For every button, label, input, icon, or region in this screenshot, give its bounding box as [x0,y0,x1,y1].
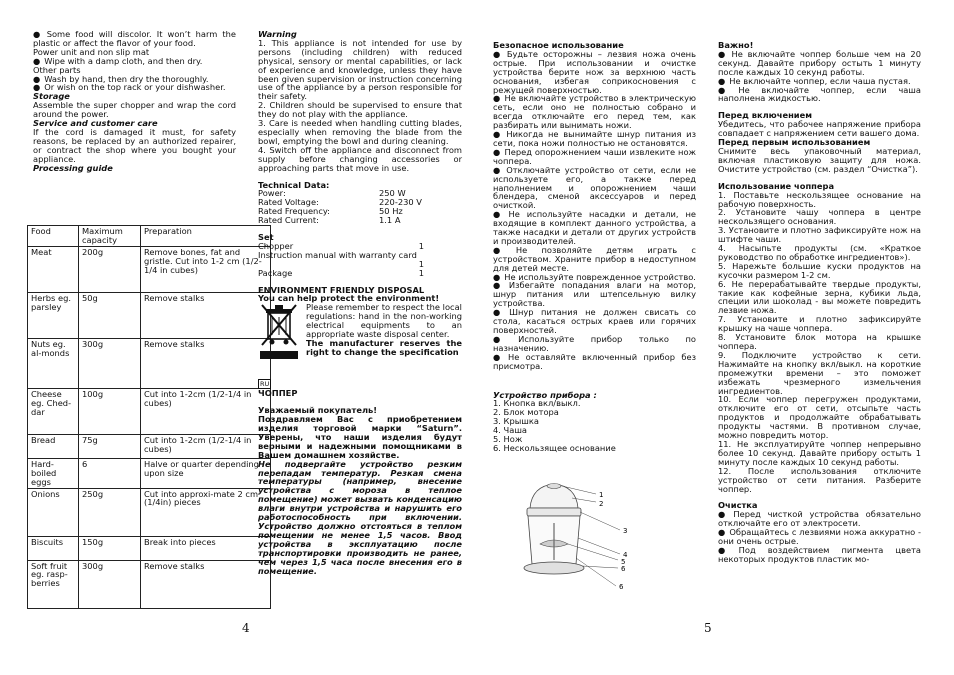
table-cell: Nuts eg. al-monds [28,338,79,388]
table-row [28,338,271,388]
item-text: 3. Care is needed when handling cutting blades, especially when removing the blade from the bowl, emptying the bowl and during cleaning. [258,118,462,146]
item-text: 11. Не эксплуатируйте чоппер непрерывно более 10 секунд. Давайте прибору остыть 1 минуту после каждых 10 секунд работы. [718,438,921,467]
item-text: Or wish on the top rack or your dishwasher. [44,82,226,93]
important-title: Важно! [718,40,754,50]
processing-guide-table [27,225,271,609]
table-cell: Soft fruit eg. rasp-berries [28,560,79,608]
list-item [718,226,921,244]
device-title: Устройство прибора : [493,389,597,400]
list-item [718,244,921,262]
table-cell: 300g [79,338,141,388]
env-subtitle: You can help protect the environment! [258,293,440,304]
item-text: 2. Установите чашу чоппера в центре нескользящего основания. [718,207,921,227]
service-title: Service and customer care [33,118,158,129]
figure-label: 1 [599,491,604,499]
important-list [718,50,921,103]
tech-label: Rated Voltage: [258,197,319,208]
ru-warning: Не подвергайте устройство резким перепадам температур. Резкая смена температуры (например, внесение устройства с мороза в теплое помещение) может вызвать конденсацию влаги внутри устройства и нарушить его работоспособность при включении. Устройство должно отстояться в теплом помещении не менее 1,5 часов. Ввод устройства в эксплуатацию после транспортировки производить не ранее, чем через 1,5 часа после внесения его в помещение. [258,458,462,576]
bullet-item [493,94,696,130]
clean-list [718,510,921,563]
clean-title: Очистка [718,500,758,511]
set-item-qty: 1 [418,240,424,251]
set-row [258,269,424,278]
table-cell: Cut into 1-2cm (1/2-1/4 in cubes) [141,388,271,434]
table-cell: 100g [79,388,141,434]
table-header-food: Food [28,226,79,247]
env-text: Please remember to respect the local regulations: hand in the non-working electrical equipments to an appropriate waste disposal center. [306,302,462,340]
list-item [718,315,921,333]
list-item [258,119,462,146]
base-shape [524,562,584,574]
bullet-item [493,353,696,371]
ru-title: ЧОППЕР [258,388,298,399]
warning-title: Warning [258,29,297,39]
item-text: Не включайте чоппер, если чаша наполнена жидкостью. [718,84,921,104]
table-cell: Onions [28,488,79,536]
list-item [718,351,921,396]
tech-value: 250 W [379,188,406,199]
bullet-icon: ● [718,48,728,59]
tech-value: 50 Hz [379,206,403,217]
storage-title: Storage [33,91,70,102]
bullet-item [493,148,696,166]
bullet-icon: ● [718,84,735,95]
page-number-right: 5 [704,621,712,635]
table-cell: Remove bones, fat and gristle. Cut into 1-2 cm (1/2-1/4 in cubes) [141,246,271,292]
set-row [258,251,462,260]
item-text: 4. Switch off the appliance and disconnect from supply before changing accessories or approaching parts that move in use. [258,144,462,173]
table-row [28,246,271,292]
table-row [28,434,271,458]
item-text: 2. Блок мотора [493,407,559,418]
table-cell: 50g [79,292,141,338]
table-cell: Remove stalks [141,292,271,338]
lid-shape [527,508,581,516]
bullet-icon: ● [718,509,730,520]
tech-label: Power: [258,188,286,199]
set-item-name: Package [258,267,293,278]
bullet-item [718,86,921,104]
item-text: Wash by hand, then dry the thoroughly. [44,73,209,84]
list-item [258,146,462,173]
table-cell: 250g [79,488,141,536]
item-text: Используйте прибор только по назначению. [493,333,696,353]
bullet-icon: ● [493,164,503,175]
power-button-shape [547,484,561,489]
list-item [718,280,921,316]
before-text: Убедитесь, что рабочее напряжение прибора совпадает с напряжением сети вашего дома. [718,119,921,139]
table-cell: Cut into approxi-mate 2 cm (1/4in) pieces [141,488,271,536]
list-item [718,333,921,351]
figure-label: 6 [619,583,624,591]
table-cell: 6 [79,458,141,488]
item-text: Избегайте попадания влаги на мотор, шнур питания или штепсельную вилку устройства. [493,280,696,309]
list-item [718,191,921,209]
bullet-icon: ● [33,82,41,93]
bullet-icon: ● [718,544,735,555]
table-cell: Break into pieces [141,536,271,560]
ru-greeting: Уважаемый покупатель! [258,405,378,416]
item-text: Никогда не вынимайте шнур питания из сети, пока ножи полностью не остановятся. [493,129,696,148]
bullet-icon: ● [718,75,726,86]
table-cell: Cheese eg. Ched-dar [28,388,79,434]
service-text: If the cord is damaged it must, for safety reasons, be replaced by an authorized repairer, or contract the shop where you bought your appliance. [33,126,236,164]
col1-intro-lines [33,30,236,92]
bullet-icon: ● [33,55,41,66]
table-header-row [28,226,271,247]
reserve-text: The manufacturer reserves the right to change the specification [306,338,462,357]
warning-list [258,39,462,173]
table-row [28,292,271,338]
bullet-icon: ● [493,271,501,282]
bullet-item [718,528,921,546]
bullet-item [493,335,696,353]
table-cell: Bread [28,434,79,458]
bullet-item [493,130,696,148]
column-4 [718,41,921,564]
table-cell: Cut into 1-2cm (1/2-1/4 in cubes) [141,434,271,458]
usage-list [718,191,921,494]
table-cell: Meat [28,246,79,292]
bullet-icon: ● [493,93,501,104]
figure-label: 5 [621,558,626,566]
set-title: Set [258,232,274,243]
table-row [28,488,271,536]
figure-label: 6 [621,565,626,573]
item-text: 4. Насыпьте продукты (см. «Краткое руководство по обработке ингредиентов»). [718,243,921,262]
item-text: 9. Подключите устройство к сети. Нажимайте на кнопку вкл/выкл. на короткие промежутки времени – это поможет избежать чрезмерного измельчения ингредиентов. [718,349,921,396]
table-cell: Remove stalks [141,338,271,388]
processing-guide-title: Processing guide [33,162,113,173]
item-text: Обращайтесь с лезвиями ножа аккуратно - они очень острые. [718,527,921,547]
table-cell: Remove stalks [141,560,271,608]
item-text: 2. Children should be supervised to ensure that they do not play with the appliance. [258,100,462,120]
item-text: 10. Если чоппер перегружен продуктами, отключите его от сети, отсыпьте часть продуктов и продолжайте обрабатывать продукты частями. В противном случае, можно повредить мотор. [718,394,921,441]
table-cell: Halve or quarter depending upon size [141,458,271,488]
item-text: Не включайте устройство в электрическую сеть, если оно не полностью собрано и всегда отключайте его перед тем, как разбирать или вынимать ножи. [493,93,696,131]
list-item [493,426,696,435]
item-text: Power unit and non slip mat [33,46,150,57]
bullet-icon: ● [33,73,41,84]
item-text: 5. Нож [493,434,523,445]
language-badge: RU [260,380,270,389]
bullet-item [718,50,921,77]
item-text: Some food will discolor. It won’t harm the plastic or affect the flavor of your food. [33,29,236,48]
column-1 [33,30,236,173]
item-text: 6. Нескользящее основание [493,442,616,453]
recycle-bin-icon [258,303,306,363]
page-number-left: 4 [242,621,250,635]
set-list [258,242,462,278]
usage-title: Использование чоппера [718,180,835,191]
set-item-qty: 1 [418,258,424,269]
table-cell: 75g [79,434,141,458]
bullet-item [718,510,921,528]
table-header-preparation: Preparation [141,226,271,247]
item-text: 4. Чаша [493,425,528,436]
bullet-icon: ● [493,333,515,344]
safety-title: Безопасное использование [493,40,624,50]
bullet-icon: ● [718,527,726,538]
item-text: 5. Нарежьте большие куски продуктов на кусочки размером 1-2 см. [718,260,921,280]
table-cell: Herbs eg. parsley [28,292,79,338]
item-text: Не включайте чоппер, если чаша пустая. [729,75,911,86]
bullet-item [493,281,696,308]
table-row [28,536,271,560]
item-text: Перед опорожнением чаши извлеките нож чоппера. [493,146,696,166]
column-3 [493,41,696,453]
item-text: Не позволяйте детям играть с устройством. Храните прибор в недоступном для детей месте. [493,244,696,273]
item-text: 1. This appliance is not intended for use by persons (including children) with reduced physical, sensory or mental capabilities, or lack of experience and knowledge, unless they have been given supervision or instruction concerning use of the appliance by a person responsible for their safety. [258,37,462,102]
item-text: Под воздействием пигмента цвета некоторых продуктов пластик мо- [718,544,921,564]
item-text: Wipe with a damp cloth, and then dry. [44,55,203,66]
env-block [258,303,462,363]
bullet-item [718,546,921,564]
bullet-item [493,50,696,95]
bullet-icon: ● [493,48,503,59]
safety-list [493,50,696,371]
table-cell: Hard-boiled eggs [28,458,79,488]
tech-data-list [258,189,462,225]
tech-row [258,216,462,225]
figure-label: 4 [623,551,628,559]
bullet-icon: ● [493,209,505,220]
tech-value: 220-230 V [379,197,422,208]
set-item-name: Instruction manual with warranty card [258,249,417,260]
set-item-qty: 1 [418,267,424,278]
item-text: Будьте осторожны – лезвия ножа очень острые. При использовании и очистке устройства берите нож за верхнюю часть основания, избегая соприкосновения с режущей поверхностью. [493,48,697,95]
ru-intro: Поздравляем Вас с приобретением изделия торговой марки “Saturn”. Уверены, что наши изделия будут верными и надежными помощниками в Вашем домашнем хозяйстве. [258,414,462,460]
item-text: 6. Не перерабатывайте твердые продукты, такие как кофейные зерна, кубики льда, специи или шоколад - вы можете повредить лезвие ножа. [718,278,921,316]
tech-label: Rated Frequency: [258,206,330,217]
item-text: Не используйте насадки и детали, не входящие в комплект данного устройства, а также насадки и детали от других устройств и производителей. [493,209,696,246]
first-use-text: Снимите весь упаковочный материал, включая пластиковую защиту для ножа. Очистите устройство (см. раздел “Очистка”). [718,145,921,174]
item-text: 1. Поставьте нескользящее основание на рабочую поверхность. [718,189,921,209]
item-text: 7. Установите и плотно зафиксируйте крышку на чаше чоппера. [718,314,921,334]
item-text: Перед чисткой устройства обязательно отключайте его от электросети. [718,509,921,529]
bullet-item [493,166,696,211]
bullet-item [33,30,236,48]
set-item-name: Chopper [258,240,294,251]
tech-label: Rated Current: [258,215,319,226]
bullet-icon: ● [493,146,501,157]
device-parts-list [493,399,696,452]
list-item [718,467,921,494]
table-row [28,388,271,434]
list-item [718,208,921,226]
column-2 [258,30,462,575]
tech-data-title: Technical Data: [258,179,330,190]
bullet-icon: ● [493,280,505,291]
list-item [258,101,462,119]
list-item [718,440,921,467]
item-text: Other parts [33,64,81,75]
table-cell: 300g [79,560,141,608]
bullet-icon: ● [33,29,43,39]
bullet-icon: ● [493,244,512,255]
table-header-capacity: Maximum capacity [79,226,141,247]
item-text: Не используйте поврежденное устройство. [504,271,696,282]
chopper-diagram [492,478,652,593]
item-text: 12. После использования отключите устройство от сети питания. Разберите чоппер. [718,465,921,494]
item-text: Отключайте устройство от сети, если не используете его, а также перед наполнением и опорожнением чаши блендера, сменой аксессуаров и перед очисткой. [493,164,696,211]
tech-value: 1.1 A [379,215,401,226]
bullet-icon: ● [493,351,504,362]
bullet-item [493,308,696,335]
bullet-icon: ● [493,307,506,318]
list-item [258,39,462,101]
table-cell: 200g [79,246,141,292]
figure-label: 2 [599,500,604,508]
first-use-title: Перед первым использованием [718,137,871,148]
table-cell: Biscuits [28,536,79,560]
table-row [28,560,271,608]
item-text: Не включайте чоппер больше чем на 20 секунд. Давайте прибору остыть 1 минуту после каждых 10 секунд работы. [718,48,921,77]
table-row [28,458,271,488]
list-item [718,395,921,440]
list-item [718,262,921,280]
item-text: Не оставляйте включенный прибор без присмотра. [493,351,696,371]
table-cell: 150g [79,536,141,560]
figure-label: 3 [623,527,628,535]
before-title: Перед включением [718,110,813,121]
list-item [493,444,696,453]
bullet-item [493,210,696,246]
bullet-item [493,246,696,273]
item-text: 3. Крышка [493,416,539,427]
storage-text: Assemble the super chopper and wrap the cord around the power. [33,100,236,120]
bullet-icon: ● [493,129,503,140]
item-text: 8. Установите блок мотора на крышке чоппера. [718,332,921,351]
item-text: 3. Установите и плотно зафиксируйте нож на штифте чаши. [718,225,921,245]
item-text: 1. Кнопка вкл/выкл. [493,398,581,409]
item-text: Шнур питания не должен свисать со стола, касаться острых краев или горячих поверхностей. [493,307,697,335]
env-title: ENVIRONMENT FRIENDLY DISPOSAL [258,284,425,295]
